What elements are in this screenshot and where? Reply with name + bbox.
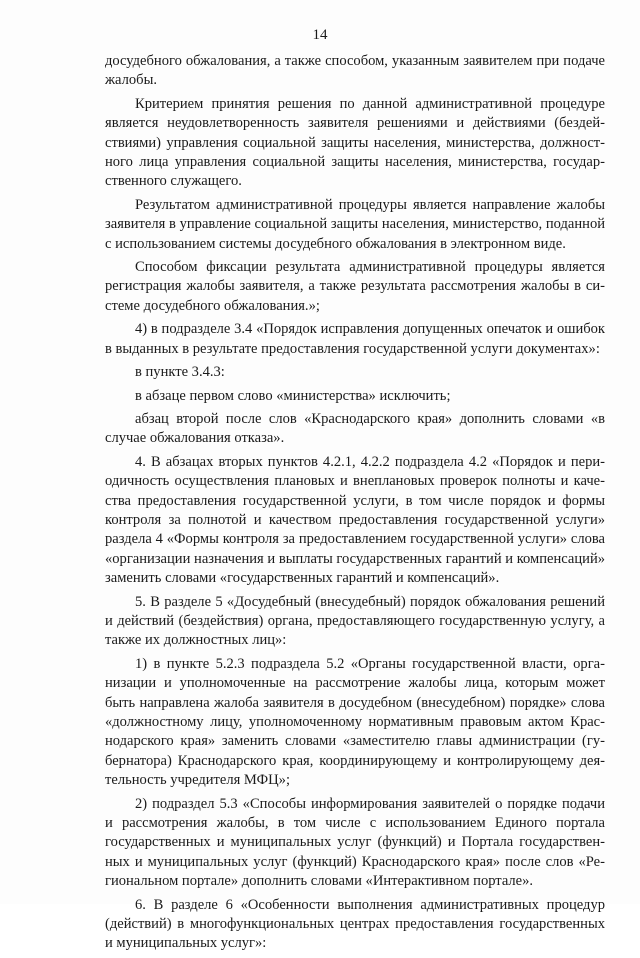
paragraph-5-item-2: 2) подраздел 5.3 «Способы информирования заявителей о порядке подачи и рассмотрения жалобы, в том числе с использованием Единого портала государственных и муниципальных услуг (функций) и Портала государственных и муниципальных услуг (функций) Краснодарского края» после слов «Региональном портале» дополнить словами «Интерактивном портале». — [105, 795, 605, 890]
paragraph-section-6: 6. В разделе 6 «Особенности выполнения административных процедур (действий) в многофункциональных центрах предоставления государственных и муниципальных услуг»: — [105, 896, 605, 952]
paragraph-5-item-1: 1) в пункте 5.2.3 подраздела 5.2 «Органы государственной власти, организации и уполномоченные на рассмотрение жалобы лица, которым может быть направлена жалоба заявителя в досудебном (внесудебном) порядке» слова «должностному лицу, уполномоченному нормативным правовым актом Краснодарского края» заменить словами «заместителю главы администрации (губернатора) Краснодарского края, координирующему и контролирующему деятельность учредителя МФЦ»; — [105, 655, 605, 789]
paragraph-section-4: 4. В абзацах вторых пунктов 4.2.1, 4.2.2 подраздела 4.2 «Порядок и периодичность осуществления плановых и внеплановых проверок полноты и качества предоставления государственной услуги, в том числе порядок и формы контроля за полнотой и качеством предоставления государственной услуги» раздела 4 «Формы контроля за предоставлением государственной услуги» слова «организации назначения и выплаты государственных гарантий и компенсаций» заменить словами «государственных гарантий и компенсаций». — [105, 453, 605, 587]
paragraph-second-abzac: абзац второй после слов «Краснодарского края» дополнить словами «в случае обжалования отказа». — [105, 410, 605, 447]
paragraph-fixation: Способом фиксации результата административной процедуры является регистрация жалобы заявителя, а также результата рассмотрения жалобы в системе досудебного обжалования.»; — [105, 259, 605, 314]
paragraph-section-5: 5. В разделе 5 «Досудебный (внесудебный) порядок обжалования решений и действий (бездействия) органа, предоставляющего государственную услугу, а также их должностных лиц»: — [105, 593, 605, 649]
paragraph-first-abzac: в абзаце первом слово «министерства» исключить; — [135, 387, 451, 404]
paragraph-continuation: досудебного обжалования, а также способом, указанным заявителем при подаче жалобы. — [105, 53, 605, 89]
paragraph-item-4-subsection-3-4: 4) в подразделе 3.4 «Порядок исправления допущенных опечаток и ошибок в выданных в результате предоставления государственной услуги документах»: — [105, 321, 605, 357]
document-body — [105, 52, 605, 958]
paragraph-point-3-4-3: в пункте 3.4.3: — [135, 364, 225, 381]
paragraph-criterion: Критерием принятия решения по данной административной процедуре является неудовлетворенность заявителя решениями и действиями (бездействиями) управления социальной защиты населения, министерства, должностного лица управления социальной защиты населения, министерства, государственного служащего. — [105, 95, 605, 190]
paragraph-result: Результатом административной процедуры является направление жалобы заявителя в управление социальной защиты населения, министерство, поданной с использованием системы досудебного обжалования в электронном виде. — [105, 196, 605, 252]
page-number: 14 — [312, 27, 328, 43]
